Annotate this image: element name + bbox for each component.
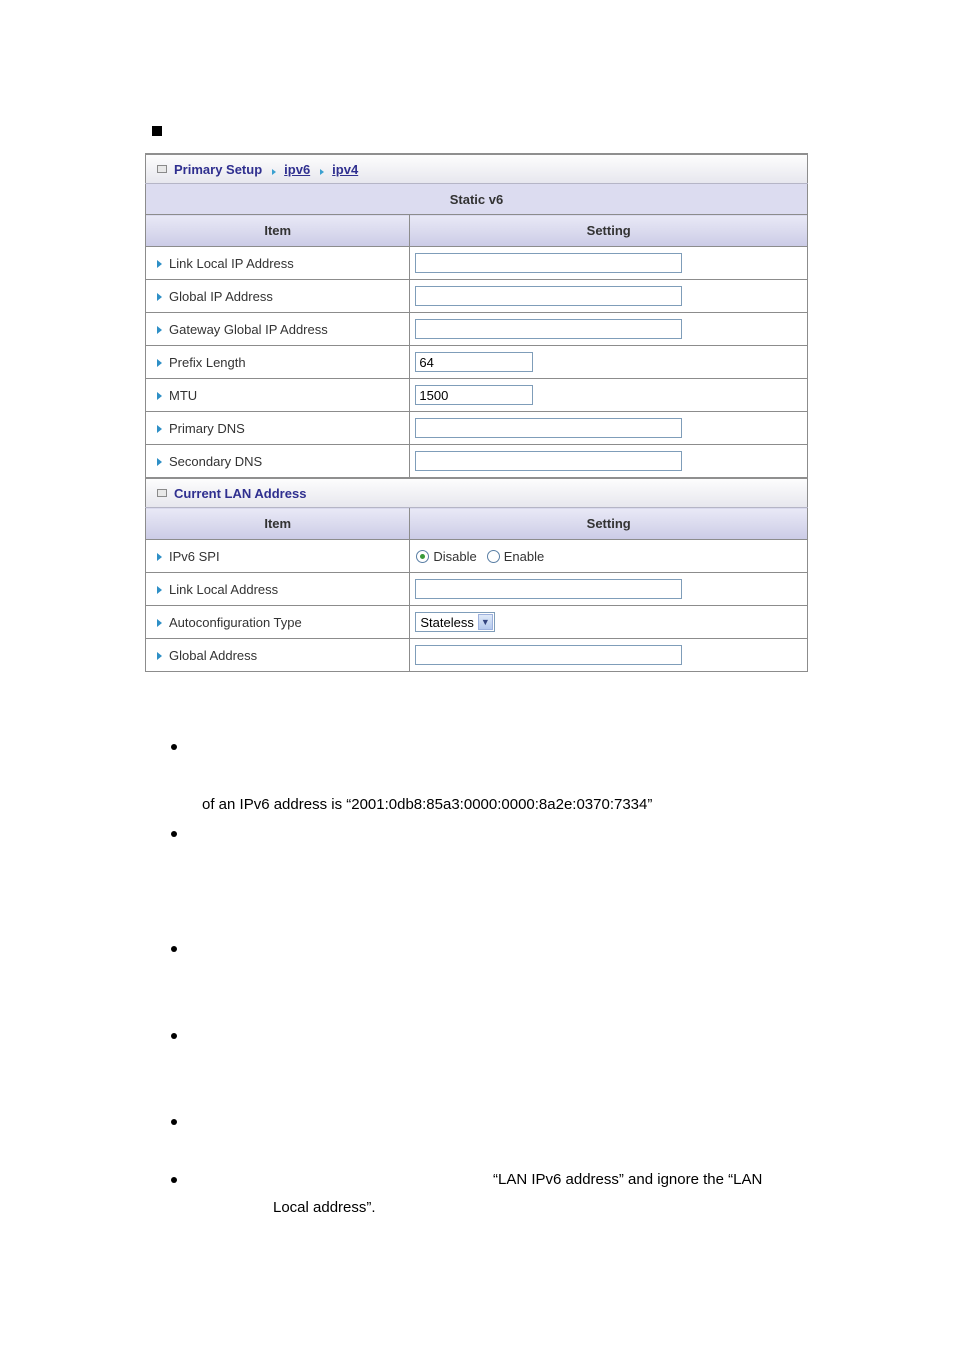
column-header-setting: Setting: [410, 508, 808, 540]
doc-text-lan-ipv6: “LAN IPv6 address” and ignore the “LAN: [493, 1171, 763, 1188]
row-label: Primary DNS: [169, 420, 245, 436]
row-arrow-icon: [157, 425, 162, 433]
select-value: Stateless: [420, 614, 474, 630]
breadcrumb-arrow-icon: [272, 169, 276, 175]
primary-dns-input[interactable]: [415, 418, 682, 438]
column-header-item: Item: [146, 508, 410, 540]
radio-label-enable: Enable: [503, 548, 545, 564]
row-link-local-ip: [146, 247, 808, 280]
ipv6-static-settings-panel: [145, 153, 808, 672]
row-arrow-icon: [157, 619, 162, 627]
row-label: Global IP Address: [169, 288, 273, 304]
chevron-down-icon[interactable]: ▼: [478, 614, 493, 630]
breadcrumb-link-ipv4[interactable]: ipv4: [332, 161, 359, 177]
row-gateway-global-ip: [146, 313, 808, 346]
row-ipv6-spi: [146, 540, 808, 573]
prefix-length-input[interactable]: [415, 352, 533, 372]
column-header-setting: Setting: [410, 215, 808, 247]
row-secondary-dns: [146, 445, 808, 479]
bullet: [171, 744, 177, 750]
lan-section-title: Current LAN Address: [174, 485, 307, 501]
row-link-local-address: [146, 573, 808, 606]
gateway-global-ip-input[interactable]: [415, 319, 682, 339]
breadcrumb-primary-setup[interactable]: Primary Setup: [174, 161, 263, 177]
row-prefix-length: [146, 346, 808, 379]
static-header-row: [146, 215, 808, 247]
lan-section-bar: [146, 478, 808, 508]
row-arrow-icon: [157, 359, 162, 367]
row-arrow-icon: [157, 326, 162, 334]
row-label: Secondary DNS: [169, 453, 263, 469]
row-arrow-icon: [157, 652, 162, 660]
bullet: [171, 1033, 177, 1039]
row-arrow-icon: [157, 586, 162, 594]
static-title-row: [146, 184, 808, 215]
breadcrumb: [146, 162, 807, 177]
row-label: IPv6 SPI: [169, 548, 220, 564]
row-global-ip: [146, 280, 808, 313]
ipv6-spi-radio-group: [415, 549, 807, 564]
breadcrumb-arrow-icon: [320, 169, 324, 175]
square-bullet-icon: [152, 126, 162, 136]
row-label: Autoconfiguration Type: [169, 614, 302, 630]
doc-text-ipv6-example: of an IPv6 address is “2001:0db8:85a3:0000:0000:8a2e:0370:7334”: [202, 796, 653, 813]
autoconfiguration-type-select[interactable]: [415, 612, 494, 632]
lan-header-row: [146, 508, 808, 540]
row-label: Prefix Length: [169, 354, 246, 370]
link-local-ip-input[interactable]: [415, 253, 682, 273]
row-arrow-icon: [157, 392, 162, 400]
secondary-dns-input[interactable]: [415, 451, 682, 471]
row-autoconfiguration-type: [146, 606, 808, 639]
bullet: [171, 1177, 177, 1183]
radio-label-disable: Disable: [433, 548, 477, 564]
global-ip-input[interactable]: [415, 286, 682, 306]
ipv6-spi-enable-radio[interactable]: [487, 550, 500, 563]
section-square-icon: [157, 165, 167, 173]
section-square-icon: [157, 489, 167, 497]
row-arrow-icon: [157, 293, 162, 301]
row-label: Gateway Global IP Address: [169, 321, 328, 337]
link-local-address-input[interactable]: [415, 579, 682, 599]
row-arrow-icon: [157, 553, 162, 561]
breadcrumb-link-ipv6[interactable]: ipv6: [284, 161, 311, 177]
row-arrow-icon: [157, 458, 162, 466]
bullet: [171, 1119, 177, 1125]
doc-text-local-address: Local address”.: [273, 1199, 376, 1216]
bullet: [171, 946, 177, 952]
mtu-input[interactable]: [415, 385, 533, 405]
breadcrumb-bar: [146, 154, 808, 184]
column-header-item: Item: [146, 215, 410, 247]
global-address-input[interactable]: [415, 645, 682, 665]
row-global-address: [146, 639, 808, 672]
row-label: MTU: [169, 387, 198, 403]
row-label: Link Local Address: [169, 581, 279, 597]
bullet: [171, 831, 177, 837]
row-mtu: [146, 379, 808, 412]
row-primary-dns: [146, 412, 808, 445]
row-label: Global Address: [169, 647, 258, 663]
section-title: Static v6: [146, 184, 808, 215]
row-label: Link Local IP Address: [169, 255, 294, 271]
row-arrow-icon: [157, 260, 162, 268]
ipv6-spi-disable-radio[interactable]: [416, 550, 429, 563]
settings-table: [145, 153, 808, 672]
